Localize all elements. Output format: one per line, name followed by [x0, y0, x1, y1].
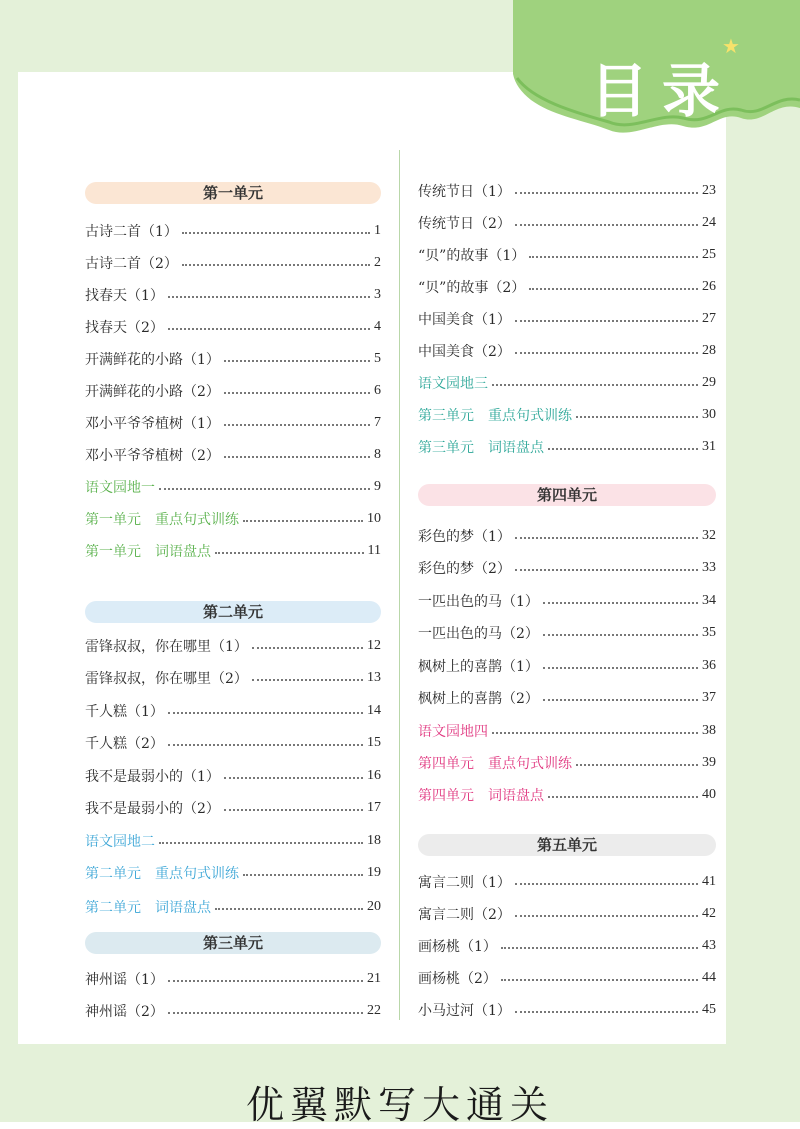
unit-header: 第三单元: [85, 932, 381, 954]
leader-dots: [168, 712, 363, 714]
page-number: 27: [702, 311, 716, 326]
toc-entry[interactable]: [418, 903, 716, 925]
star-icon: ★: [722, 34, 740, 58]
page-number: 25: [702, 247, 716, 262]
toc-entry[interactable]: [418, 404, 716, 426]
entry-title: 雷锋叔叔，你在哪里（2）: [85, 671, 248, 687]
page-number: 29: [702, 375, 716, 390]
page-background-left: [0, 72, 18, 1044]
toc-entry[interactable]: [85, 284, 381, 306]
toc-entry[interactable]: [85, 316, 381, 338]
entry-title: 古诗二首（2）: [85, 256, 178, 272]
toc-entry[interactable]: [85, 862, 381, 884]
leader-dots: [543, 667, 698, 669]
entry-title: 枫树上的喜鹊（2）: [418, 691, 539, 707]
page-number: 11: [367, 543, 381, 558]
leader-dots: [168, 1012, 363, 1014]
toc-entry[interactable]: [418, 276, 716, 298]
entry-title: 第二单元 重点句式训练: [85, 866, 239, 882]
page-number: 31: [702, 439, 716, 454]
entry-title: 古诗二首（1）: [85, 224, 178, 240]
page-number: 10: [367, 511, 381, 526]
leader-dots: [492, 732, 698, 734]
toc-entry[interactable]: [85, 667, 381, 689]
toc-entry[interactable]: [418, 244, 716, 266]
page-background-right: [726, 72, 800, 1044]
book-title: 优翼默写大通关: [245, 1083, 554, 1127]
toc-entry[interactable]: [418, 752, 716, 774]
toc-entry[interactable]: [85, 732, 381, 754]
entry-title: “贝”的故事（2）: [418, 280, 526, 296]
entry-title: “贝”的故事（1）: [418, 248, 526, 264]
toc-entry[interactable]: [418, 212, 716, 234]
page-number: 35: [702, 625, 716, 640]
entry-title: 语文园地一: [85, 480, 155, 496]
column-divider: [399, 150, 400, 1020]
toc-entry[interactable]: [85, 1000, 381, 1022]
toc-entry[interactable]: [418, 935, 716, 957]
toc-entry[interactable]: [85, 508, 381, 530]
entry-title: 彩色的梦（2）: [418, 561, 511, 577]
entry-title: 小马过河（1）: [418, 1003, 511, 1019]
entry-title: 千人糕（1）: [85, 704, 164, 720]
toc-entry[interactable]: [418, 622, 716, 644]
entry-title: 中国美食（2）: [418, 344, 511, 360]
leader-dots: [243, 520, 363, 522]
page-number: 42: [702, 906, 716, 921]
entry-title: 一匹出色的马（1）: [418, 594, 539, 610]
page-number: 40: [702, 787, 716, 802]
page-number: 38: [702, 723, 716, 738]
leader-dots: [224, 424, 370, 426]
page-number: 30: [702, 407, 716, 422]
page-number: 23: [702, 183, 716, 198]
leader-dots: [252, 679, 363, 681]
toc-entry[interactable]: [418, 784, 716, 806]
entry-title: 寓言二则（1）: [418, 875, 511, 891]
leader-dots: [515, 883, 698, 885]
entry-title: 画杨桃（2）: [418, 971, 497, 987]
entry-title: 找春天（2）: [85, 320, 164, 336]
leader-dots: [576, 764, 698, 766]
leader-dots: [543, 602, 698, 604]
entry-title: 第三单元 重点句式训练: [418, 408, 572, 424]
leader-dots: [182, 232, 370, 234]
page-number: 8: [374, 447, 381, 462]
page-number: 6: [374, 383, 381, 398]
entry-title: 第一单元 词语盘点: [85, 544, 211, 560]
entry-title: 神州谣（1）: [85, 972, 164, 988]
toc-entry[interactable]: [418, 687, 716, 709]
leader-dots: [492, 384, 698, 386]
toc-entry[interactable]: [418, 967, 716, 989]
toc-entry[interactable]: [418, 372, 716, 394]
entry-title: 第二单元 词语盘点: [85, 900, 211, 916]
leader-dots: [529, 256, 698, 258]
toc-entry[interactable]: [418, 180, 716, 202]
leader-dots: [215, 908, 363, 910]
page-number: 36: [702, 658, 716, 673]
page-number: 22: [367, 1003, 381, 1018]
leader-dots: [576, 416, 698, 418]
leader-dots: [515, 192, 698, 194]
leader-dots: [168, 296, 370, 298]
toc-entry[interactable]: [85, 348, 381, 370]
leader-dots: [252, 647, 363, 649]
toc-entry[interactable]: [85, 830, 381, 852]
unit-header: 第二单元: [85, 601, 381, 623]
toc-entry[interactable]: [85, 896, 381, 918]
toc-entry[interactable]: [85, 765, 381, 787]
entry-title: 画杨桃（1）: [418, 939, 497, 955]
leader-dots: [168, 328, 370, 330]
page-number: 20: [367, 899, 381, 914]
leader-dots: [515, 915, 698, 917]
entry-title: 雷锋叔叔，你在哪里（1）: [85, 639, 248, 655]
leader-dots: [543, 634, 698, 636]
toc-entry[interactable]: [85, 444, 381, 466]
toc-entry[interactable]: [418, 436, 716, 458]
page-number: 18: [367, 833, 381, 848]
entry-title: 第四单元 重点句式训练: [418, 756, 572, 772]
entry-title: 找春天（1）: [85, 288, 164, 304]
entry-title: 中国美食（1）: [418, 312, 511, 328]
leader-dots: [515, 352, 698, 354]
leader-dots: [168, 744, 363, 746]
leader-dots: [243, 874, 363, 876]
toc-entry[interactable]: [85, 252, 381, 274]
leader-dots: [168, 980, 363, 982]
leader-dots: [159, 842, 363, 844]
toc-entry[interactable]: [418, 557, 716, 579]
leader-dots: [515, 1011, 698, 1013]
page-title: 目录: [590, 57, 735, 125]
page-number: 21: [367, 971, 381, 986]
toc-entry[interactable]: [85, 540, 381, 562]
entry-title: 语文园地三: [418, 376, 488, 392]
leader-dots: [182, 264, 370, 266]
toc-entry[interactable]: [418, 999, 716, 1021]
toc-entry[interactable]: [85, 797, 381, 819]
leader-dots: [515, 224, 698, 226]
page-number: 2: [374, 255, 381, 270]
entry-title: 千人糕（2）: [85, 736, 164, 752]
entry-title: 寓言二则（2）: [418, 907, 511, 923]
leader-dots: [159, 488, 370, 490]
entry-title: 一匹出色的马（2）: [418, 626, 539, 642]
toc-entry[interactable]: [85, 380, 381, 402]
entry-title: 枫树上的喜鹊（1）: [418, 659, 539, 675]
entry-title: 彩色的梦（1）: [418, 529, 511, 545]
page-number: 9: [374, 479, 381, 494]
leader-dots: [515, 320, 698, 322]
entry-title: 第四单元 词语盘点: [418, 788, 544, 804]
toc-entry[interactable]: [418, 308, 716, 330]
page-number: 28: [702, 343, 716, 358]
page-number: 14: [367, 703, 381, 718]
leader-dots: [515, 537, 698, 539]
page-number: 41: [702, 874, 716, 889]
page-number: 3: [374, 287, 381, 302]
leader-dots: [501, 979, 698, 981]
entry-title: 神州谣（2）: [85, 1004, 164, 1020]
page-number: 32: [702, 528, 716, 543]
entry-title: 传统节日（2）: [418, 216, 511, 232]
page-number: 17: [367, 800, 381, 815]
toc-entry[interactable]: [85, 635, 381, 657]
toc-entry[interactable]: [85, 968, 381, 990]
leader-dots: [224, 456, 370, 458]
page-number: 13: [367, 670, 381, 685]
leader-dots: [515, 569, 698, 571]
leader-dots: [224, 777, 363, 779]
toc-entry[interactable]: [85, 220, 381, 242]
page-number: 1: [374, 223, 381, 238]
toc-entry[interactable]: [418, 871, 716, 893]
leader-dots: [543, 699, 698, 701]
toc-entry[interactable]: [418, 655, 716, 677]
page-number: 37: [702, 690, 716, 705]
toc-entry[interactable]: [418, 590, 716, 612]
page-number: 45: [702, 1002, 716, 1017]
page-number: 15: [367, 735, 381, 750]
page-number: 12: [367, 638, 381, 653]
page-number: 26: [702, 279, 716, 294]
entry-title: 第三单元 词语盘点: [418, 440, 544, 456]
leader-dots: [548, 796, 698, 798]
leader-dots: [501, 947, 698, 949]
entry-title: 开满鲜花的小路（2）: [85, 384, 220, 400]
entry-title: 第一单元 重点句式训练: [85, 512, 239, 528]
leader-dots: [215, 552, 364, 554]
toc-entry[interactable]: [418, 340, 716, 362]
toc-entry[interactable]: [85, 412, 381, 434]
leader-dots: [529, 288, 698, 290]
page-number: 44: [702, 970, 716, 985]
entry-title: 传统节日（1）: [418, 184, 511, 200]
page-number: 4: [374, 319, 381, 334]
toc-entry[interactable]: [418, 720, 716, 742]
page-number: 19: [367, 865, 381, 880]
toc-entry[interactable]: [418, 525, 716, 547]
entry-title: 我不是最弱小的（2）: [85, 801, 220, 817]
entry-title: 我不是最弱小的（1）: [85, 769, 220, 785]
page-number: 34: [702, 593, 716, 608]
entry-title: 邓小平爷爷植树（2）: [85, 448, 220, 464]
entry-title: 开满鲜花的小路（1）: [85, 352, 220, 368]
page-number: 7: [374, 415, 381, 430]
page-number: 5: [374, 351, 381, 366]
entry-title: 语文园地四: [418, 724, 488, 740]
toc-entry[interactable]: [85, 700, 381, 722]
entry-title: 邓小平爷爷植树（1）: [85, 416, 220, 432]
unit-header: 第四单元: [418, 484, 716, 506]
unit-header: 第一单元: [85, 182, 381, 204]
unit-header: 第五单元: [418, 834, 716, 856]
page-number: 24: [702, 215, 716, 230]
leader-dots: [548, 448, 698, 450]
page-number: 39: [702, 755, 716, 770]
toc-entry[interactable]: [85, 476, 381, 498]
entry-title: 语文园地二: [85, 834, 155, 850]
page-number: 43: [702, 938, 716, 953]
leader-dots: [224, 809, 363, 811]
page-number: 16: [367, 768, 381, 783]
leader-dots: [224, 360, 370, 362]
leader-dots: [224, 392, 370, 394]
page-number: 33: [702, 560, 716, 575]
